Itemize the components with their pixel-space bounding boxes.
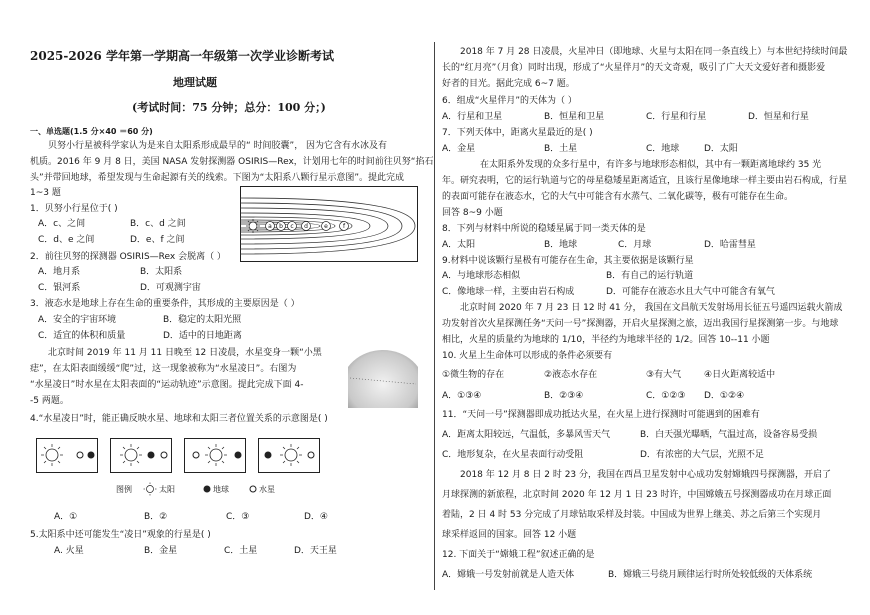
- passage-line: 机质。2016 年 9 月 8 日，美国 NASA 发射探测器 OSIRIS—Rex，计划用七年的时间前往贝努“掐石: [30, 157, 434, 167]
- passage-line: “水星凌日”时水星在太阳表面的“运动轨迹”示意图。提此完成下面 4-: [30, 380, 304, 390]
- orbit-label-a: a: [268, 223, 272, 230]
- orbit-label-c: c: [290, 223, 294, 230]
- q11-option-d[interactable]: D．有浓密的大气层，光照不足: [640, 450, 764, 460]
- section-heading: 一、单选题(1.5 分×40 ＝60 分): [30, 127, 153, 136]
- mercury-transit-photo: [348, 348, 418, 408]
- passage-line: 北京时间 2019 年 11 月 11 日晚至 12 日凌晨，水星变身一颗“小黑: [48, 348, 322, 358]
- passage-line: 年。研究表明，它的运行轨道与它的母星稳矮星距离适宜，且该行星像地球一样主要由岩石构成，行星: [442, 176, 848, 186]
- q3-option-d[interactable]: D．适中的日地距离: [163, 331, 242, 341]
- legend-mercury-icon: [248, 484, 258, 494]
- passage-line: 北京时间 2020 年 7 月 23 日 12 时 41 分， 我国在文昌航天发射场用长征五号遥四运载火箭成: [460, 303, 843, 313]
- orbit-label-e: e: [324, 223, 328, 230]
- q7-option-b[interactable]: B．土星: [544, 144, 578, 154]
- q3-option-a[interactable]: A．安全的宇宙环境: [38, 315, 117, 325]
- q7-option-c[interactable]: C．地球: [646, 144, 680, 154]
- q1-option-b[interactable]: B．c、d 之间: [130, 219, 186, 229]
- column-divider: [434, 42, 435, 590]
- passage-line: -5 两题。: [30, 396, 69, 406]
- q4-stem: 4.“水星凌日”时，能正确反映水星、地球和太阳三者位置关系的示意图是( ): [30, 414, 328, 424]
- passage-line: 痣”，在太阳表面缓缓“爬”过，这一现象被称为“水星凌日”。右图为: [30, 364, 297, 374]
- q8-option-c[interactable]: C．月球: [618, 240, 652, 250]
- q4-option-c[interactable]: C．③: [226, 512, 250, 522]
- q1-option-a[interactable]: A．c、之间: [38, 219, 86, 229]
- q4-option-d[interactable]: D．④: [304, 512, 328, 522]
- q8-option-d[interactable]: D．哈雷彗星: [704, 240, 756, 250]
- q9-option-b[interactable]: B．有自己的运行轨道: [606, 271, 694, 281]
- q12-option-a[interactable]: A．嫦娥一号发射前就是人造天体: [442, 570, 575, 580]
- passage-line: 球采样返回的国家。回答 12 小题: [442, 530, 577, 540]
- q6-option-c[interactable]: C．行星和行星: [646, 112, 707, 122]
- q4-option-b[interactable]: B．②: [144, 512, 168, 522]
- passage-line: 1~3 题: [30, 188, 61, 198]
- q1-option-d[interactable]: D．e、f 之间: [130, 235, 185, 245]
- passage-line: 2018 年 7 月 28 日凌晨，火星冲日（即地球、火星与太阳在同一条直线上）与本世纪持续时间最: [460, 47, 848, 57]
- q9-option-c[interactable]: C．像地球一样，主要由岩石构成: [442, 287, 575, 297]
- q6-option-a[interactable]: A．行星和卫星: [442, 112, 503, 122]
- passage-line: 2018 年 12 月 8 日 2 时 23 分，我国在西昌卫星发射中心成功发射嫦娥四号探测器，开启了: [460, 470, 832, 480]
- q8-stem: 8．下列与材料中所说的稳矮星属于同一类天体的是: [442, 224, 646, 234]
- solar-system-figure: [240, 186, 418, 262]
- q11-option-c[interactable]: C．地形复杂，在火星表面行动受阻: [442, 450, 584, 460]
- q10-stem: 10. 火星上生命体可以形成的条件必须要有: [442, 351, 613, 361]
- legend-title: 图例: [116, 485, 132, 494]
- q8-option-b[interactable]: B．地球: [544, 240, 578, 250]
- q9-option-a[interactable]: A．与地球形态相似: [442, 271, 521, 281]
- q11-option-a[interactable]: A．距离太阳较远，气温低，多暴风雪天气: [442, 430, 611, 440]
- orbit-label-d: d: [304, 223, 308, 230]
- q5-stem: 5.太阳系中还可能发生“凌日”观象的行星是( ): [30, 530, 211, 540]
- passage-line: 月球探测的新旅程，北京时间 2020 年 12 月 1 日 23 时许，中国嫦娥五号探测器成功在月球正面: [442, 490, 832, 500]
- q7-option-d[interactable]: D．太阳: [704, 144, 738, 154]
- q7-option-a[interactable]: A．金星: [442, 144, 476, 154]
- q1-option-c[interactable]: C．d、e 之间: [38, 235, 95, 245]
- orbit-label-f: f: [342, 223, 346, 230]
- q9-option-d[interactable]: D．可能存在液态水且大气中可能含有氧气: [606, 287, 775, 297]
- passage-line: 头”并带回地球，希望发现与生命起源有关的线索。下图为“太阳系八颗行星示意图”。提此完成: [30, 173, 404, 183]
- q4-diagram-panels: [36, 438, 336, 502]
- q4-option-a[interactable]: A．①: [54, 512, 78, 522]
- passage-line: 的表面可能存在液态水，它的大气中可能含有水蒸气、二氧化碳等，极有可能存在生命。: [442, 192, 794, 202]
- q10-item-3: ③有大气: [646, 370, 682, 380]
- q6-option-d[interactable]: D．恒星和行星: [748, 112, 809, 122]
- q10-option-c[interactable]: C．①②③: [646, 391, 686, 401]
- q10-option-a[interactable]: A．①③④: [442, 391, 482, 401]
- q5-option-a[interactable]: A. 火星: [54, 546, 84, 556]
- orbit-label-b: b: [279, 223, 283, 230]
- legend-sun-label: 太阳: [159, 485, 175, 494]
- q2-stem: 2．前往贝努的探测器 OSIRIS—Rex 会脱离（ ）: [30, 252, 226, 262]
- subject-title: 地理试题: [173, 76, 217, 89]
- q9-stem: 9.材料中说该颗行星极有可能存在生命，其主要依据是该颗行星: [442, 256, 694, 266]
- exam-title: 2025-2026 学年第一学期高一年级第一次学业诊断考试: [30, 49, 334, 63]
- q12-stem: 12. 下面关于“嫦娥工程”叙述正确的是: [442, 550, 595, 560]
- q6-stem: 6．组成“火星伴月”的天体为（ ）: [442, 96, 577, 106]
- q3-option-c[interactable]: C．适宜的体积和质量: [38, 331, 126, 341]
- q10-option-b[interactable]: B．②③④: [544, 391, 584, 401]
- legend-earth-icon: [202, 484, 212, 494]
- q2-option-c[interactable]: C．银河系: [38, 283, 81, 293]
- q8-option-a[interactable]: A．太阳: [442, 240, 476, 250]
- passage-line: 回答 8~9 小题: [442, 208, 503, 218]
- passage-line: 功发射首次火星探测任务“天问一号”探测器，开启火星探测之旅，迈出我国行星探测第一步。与地球: [442, 319, 839, 329]
- passage-line: 贝努小行星被科学家认为是来自太阳系形成最早的“ 时间胶囊”， 因为它含有水冰及有: [48, 141, 388, 151]
- passage-line: 相比，火星的质量约为地球的 1/10，半径约为地球半径的 1/2。回答 10--11 小题: [442, 335, 770, 345]
- q10-item-2: ②液态水存在: [544, 370, 598, 380]
- q5-option-d[interactable]: D．天王星: [294, 546, 337, 556]
- q10-item-4: ④日火距离较适中: [704, 370, 776, 380]
- q1-stem: 1．贝努小行星位于( ): [30, 204, 118, 214]
- passage-line: 在太阳系外发现的众多行星中，有许多与地球形态相似，其中有一颗距离地球约 35 光: [480, 160, 822, 170]
- q3-option-b[interactable]: B．稳定的太阳光照: [163, 315, 242, 325]
- legend-sun-icon: [143, 482, 157, 496]
- q12-option-b[interactable]: B．嫦娥三号绕月顾律运行时所处较低级的天体系统: [608, 570, 813, 580]
- q5-option-c[interactable]: C．土星: [224, 546, 258, 556]
- legend-mercury-label: 水星: [259, 485, 275, 494]
- q3-stem: 3．液态水是地球上存在生命的重要条件，其形成的主要原因是（ ）: [30, 299, 300, 309]
- q2-option-b[interactable]: B．太阳系: [140, 267, 183, 277]
- passage-line: 好者的目光。据此完成 6~7 题。: [442, 79, 575, 89]
- q11-option-b[interactable]: B．白天强光曝晒，气温过高，设备容易受损: [640, 430, 818, 440]
- passage-line: 长的“红月亮”（月食）同时出现，形成了“火星伴月”的天文奇观，吸引了广大天文爱好者和摄影爱: [442, 63, 826, 73]
- legend-earth-label: 地球: [213, 485, 229, 494]
- q2-option-a[interactable]: A．地月系: [38, 267, 81, 277]
- q5-option-b[interactable]: B．金星: [144, 546, 178, 556]
- q10-item-1: ①微生物的存在: [442, 370, 505, 380]
- q2-option-d[interactable]: D．可观测宇宙: [140, 283, 201, 293]
- q11-stem: 11．“天问一号”探测器即成功抵达火星，在火星上进行探测时可能遇到的困难有: [442, 410, 760, 420]
- q6-option-b[interactable]: B．恒星和卫星: [544, 112, 605, 122]
- q10-option-d[interactable]: D．①②④: [704, 391, 745, 401]
- q7-stem: 7．下列天体中，距离火星最近的是( ): [442, 128, 593, 138]
- time-info: (考试时间：75 分钟；总分：100 分；): [132, 101, 326, 114]
- passage-line: 着陆，2 日 4 时 53 分完成了月球钻取采样及封装。中国成为世界上继美、苏之后第三个实现月: [442, 510, 822, 520]
